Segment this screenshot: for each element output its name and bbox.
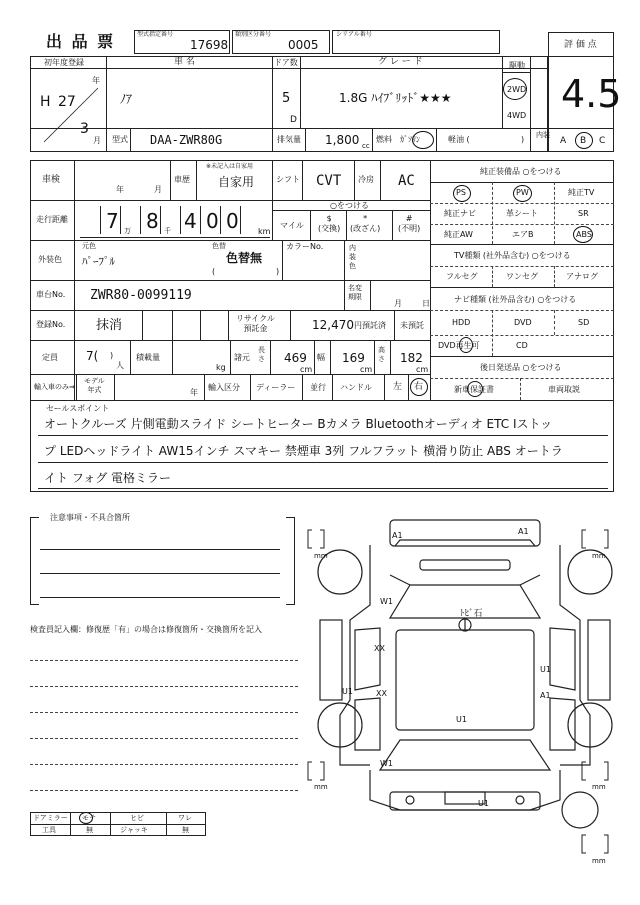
mm-label-bl: mm [314, 783, 328, 791]
handle-right-circle [410, 378, 428, 396]
length-cm: cm [300, 365, 313, 374]
shaken-tsuki: 月 [154, 185, 162, 194]
model-year-nen: 年 [190, 388, 198, 397]
car-damage-diagram [300, 500, 620, 870]
mm-label-tl: mm [314, 552, 328, 560]
doors-label: ドア数 [274, 58, 298, 67]
eq-oneseg: ワンセグ [506, 272, 538, 281]
spare-wheel [562, 792, 598, 828]
height-label: 高 さ [378, 346, 385, 363]
category-label: 類別区分番号 [235, 31, 272, 38]
serial-label: シリアル番号 [336, 31, 372, 38]
eq-dvd: DVD [514, 318, 532, 327]
eq-cd: CD [516, 341, 528, 350]
mileage-sen: 千 [164, 227, 171, 235]
mirror-mote: モテ [82, 814, 96, 822]
interior-c: C [599, 136, 606, 146]
doors-value: 5 [282, 91, 291, 106]
shaken-label: 車検 [42, 175, 61, 185]
capacity-close: ) [110, 351, 114, 360]
mileage-d3: 4 [184, 209, 197, 233]
eq-dvd-play: DVD再生可 [438, 341, 480, 350]
drive-4wd: 4WD [507, 111, 527, 120]
shaken-nen: 年 [116, 185, 124, 194]
reg-month: 3 [80, 121, 89, 137]
tsuki-label: 月 [93, 136, 101, 145]
mirror-break: ワレ [178, 814, 192, 822]
history-note: ※未記入は自家用 [206, 163, 254, 170]
type-value: DAA-ZWR80G [150, 133, 223, 147]
mileage-km: km [258, 227, 271, 236]
displacement-value: 1,800 [325, 133, 360, 147]
eq-hdd: HDD [452, 318, 471, 327]
right-rocker [588, 620, 610, 700]
interior-label: 内装 [536, 131, 550, 139]
mileage-d4: 0 [206, 209, 219, 233]
damage-a1-tl: A1 [392, 531, 403, 540]
damage-u1-right: U1 [540, 665, 551, 674]
ac-label: 冷房 [358, 175, 374, 184]
drive-label: 駆動 [509, 61, 525, 70]
eq-pw-circle [513, 185, 532, 202]
grade-value: 1.8G ﾊｲﾌﾞﾘｯﾄﾞ★★★ [339, 91, 452, 105]
category-value: 0005 [288, 38, 319, 52]
mileage-label: 走行距離 [36, 215, 68, 224]
damage-u1-left: U1 [342, 687, 353, 696]
chassis-label: 車台No. [36, 290, 66, 299]
mileage-d2: 8 [146, 209, 159, 233]
interior-b: B [580, 136, 587, 146]
eq-pw: PW [516, 188, 529, 197]
repaint-value: 色替無 [226, 251, 263, 265]
damage-xx-1: XX [374, 644, 385, 653]
mileage-d5: 0 [226, 209, 239, 233]
fuel-label: 燃料 [376, 135, 392, 144]
inspector-label: 検査員記入欄：修復歴「有」の場合は修復箇所・交換箇所を記入 [30, 625, 262, 634]
drive-2wd: 2WD [507, 85, 527, 94]
altered-label: * (改ざん) [350, 214, 381, 233]
handle-label: ハンドル [340, 383, 372, 392]
mm-label-br: mm [592, 783, 606, 791]
eq-warranty-circle [467, 381, 483, 397]
eq-fullseg: フルセグ [446, 272, 478, 281]
dealer: ディーラー [256, 383, 296, 392]
eq-leather: 革シート [506, 209, 538, 218]
load-kg: kg [216, 363, 226, 372]
tools-label: 工具 [42, 826, 56, 834]
grade-label: グ レ ー ド [378, 57, 423, 67]
recycle-value: 12,470 [312, 318, 354, 332]
fuel-diesel: 軽油 ( [448, 135, 470, 144]
mileage-mark-label: ○をつける [330, 201, 369, 210]
genuine-label: 純正装備品 ○をつける [480, 167, 562, 176]
type-label: 型式 [112, 135, 128, 144]
door-suffix: D [290, 115, 297, 125]
recycle-unpaid: 未預託 [400, 321, 424, 330]
fuel-gas: ｶﾞｿﾘﾝ [400, 135, 420, 144]
capacity-person: 人 [116, 361, 124, 370]
grille [420, 560, 510, 570]
mm-label-tr: mm [592, 552, 606, 560]
sales-line-2: プ LEDヘッドライト AW15インチ スマキー 禁煙車 3列 フルフラット 横滑り防止 ABS オートラ [44, 444, 563, 458]
fuel-close: ) [521, 135, 525, 144]
recycle-paid: 円預託済 [354, 321, 386, 330]
reg-year: 27 [58, 94, 76, 110]
repaint-close: ) [276, 267, 280, 276]
form-title: 出 品 票 [46, 32, 116, 51]
rear-window [380, 740, 550, 770]
history-value: 自家用 [218, 175, 255, 189]
nen-label: 年 [92, 76, 100, 85]
unknown-label: # (不明) [398, 214, 421, 233]
mirror-mote-circle [79, 812, 93, 824]
damage-a1-right: A1 [540, 691, 551, 700]
door-front-right [550, 628, 575, 690]
mileage-d1: 7 [106, 209, 119, 233]
fuel-gas-circle [412, 131, 434, 149]
repaint-open: ( [212, 267, 216, 276]
door-front-left [355, 628, 380, 690]
caution-label: 注意事項・不具合箇所 [50, 513, 130, 522]
sales-line-3: イト フォグ 電格ミラー [44, 471, 172, 485]
recycle-label: リサイクル 預託金 [236, 314, 275, 333]
int-color-label: 内 装 色 [349, 244, 356, 270]
rating-value: 4.5 [561, 72, 622, 116]
orig-color-value: ﾊﾟｰﾌﾟﾙ [82, 255, 115, 268]
shift-value: CVT [316, 173, 342, 189]
tools-value: 無 [86, 826, 93, 834]
eq-sd: SD [578, 318, 590, 327]
width-label: 幅 [317, 353, 325, 362]
door-rear-left [355, 698, 380, 750]
drive-2wd-circle [503, 78, 527, 100]
shipping-label: 後日発送品 ○をつける [480, 363, 562, 372]
interior-b-circle [575, 132, 593, 149]
sales-line-1: オートクルーズ 片側電動スライド シートヒーター Bカメラ Bluetoothオーディオ ETC Iストッ [44, 417, 553, 431]
height-value: 182 [400, 351, 423, 365]
width-value: 169 [342, 351, 365, 365]
mm-label-bottom: mm [592, 857, 606, 865]
model-no-label: 型式指定番号 [137, 31, 174, 38]
navi-type-label: ナビ種類 (社外品含む) ○をつける [454, 295, 577, 304]
eq-dvd-play-circle [459, 337, 473, 353]
ac-value: AC [398, 173, 415, 189]
damage-w1-upper: W1 [380, 597, 393, 606]
damage-u1-center: U1 [456, 715, 467, 724]
first-reg-label: 初年度登録 [44, 58, 84, 67]
ext-color-label: 外装色 [38, 255, 62, 264]
load-label: 積載量 [136, 353, 160, 362]
tv-type-label: TV種類 (社外品含む) ○をつける [454, 251, 571, 260]
damage-xx-2: XX [376, 689, 387, 698]
interior-a: A [560, 136, 567, 146]
damage-tobiishi: ﾄﾋﾞ石 [460, 609, 483, 619]
mile-label: マイル [280, 221, 304, 230]
mileage-man: 万 [124, 227, 131, 235]
eq-abs: ABS [576, 230, 592, 239]
damage-a1-tr: A1 [518, 527, 529, 536]
eq-sr: SR [578, 209, 589, 218]
import-label: 輸入車のみ⇒ [34, 383, 75, 391]
jack-value: 無 [182, 826, 189, 834]
eq-warranty: 新車保証書 [454, 385, 494, 394]
parallel: 並行 [310, 383, 326, 392]
dims-label: 諸元 [234, 353, 250, 362]
orig-color-label: 元色 [82, 242, 96, 250]
cc-unit: cc [362, 142, 370, 150]
name-change-label: 名変 期限 [348, 284, 362, 301]
exchange-label: $ (交換) [318, 214, 341, 233]
shift-label: シフト [276, 175, 300, 184]
length-value: 469 [284, 351, 307, 365]
eq-aw: 純正AW [444, 230, 473, 239]
name-change-day: 日 [422, 299, 430, 308]
model-year-label: モデル 年式 [84, 377, 105, 394]
name-change-month: 月 [394, 299, 402, 308]
eq-tv: 純正TV [568, 188, 595, 197]
height-cm: cm [416, 365, 429, 374]
sales-label: セールスポイント [46, 404, 110, 413]
handle-right: 右 [414, 382, 424, 392]
reg-no-value: 抹消 [96, 318, 123, 333]
capacity-value: 7( [86, 349, 99, 363]
jack-label: ジャッキ [120, 826, 148, 834]
eq-manual: 車両取説 [548, 385, 580, 394]
width-cm: cm [360, 365, 373, 374]
damage-u1-bottom: U1 [478, 799, 489, 808]
mirror-crack: ヒビ [130, 814, 144, 822]
reg-no-label: 登録No. [36, 320, 66, 329]
capacity-label: 定員 [42, 353, 58, 362]
hood-top [395, 540, 535, 546]
eq-ps: PS [456, 188, 466, 197]
eq-ps-circle [453, 185, 471, 202]
mirror-label: ドアミラー [33, 814, 68, 822]
car-name: ﾉｱ [120, 92, 133, 106]
length-label: 長 さ [258, 346, 265, 363]
history-label: 車歴 [174, 175, 190, 184]
displacement-label: 排気量 [277, 135, 301, 144]
chassis-value: ZWR80-0099119 [90, 288, 192, 303]
model-no-value: 17698 [190, 38, 229, 52]
eq-abs-circle [573, 226, 593, 243]
color-no-label: カラーNo. [286, 242, 324, 251]
damage-w1-lower: W1 [380, 759, 393, 768]
import-type-label: 輸入区分 [208, 383, 240, 392]
handle-left: 左 [393, 382, 403, 392]
eq-analog: アナログ [566, 272, 598, 281]
eq-navi: 純正ナビ [444, 209, 476, 218]
rating-label: 評 価 点 [564, 40, 597, 50]
era: H [40, 94, 51, 110]
car-name-label: 車 名 [174, 57, 195, 67]
eq-airbag: エアB [512, 230, 534, 239]
left-rocker [320, 620, 342, 700]
door-rear-right [550, 698, 575, 750]
repaint-label: 色替 [212, 242, 226, 250]
rear-bumper [390, 792, 540, 810]
